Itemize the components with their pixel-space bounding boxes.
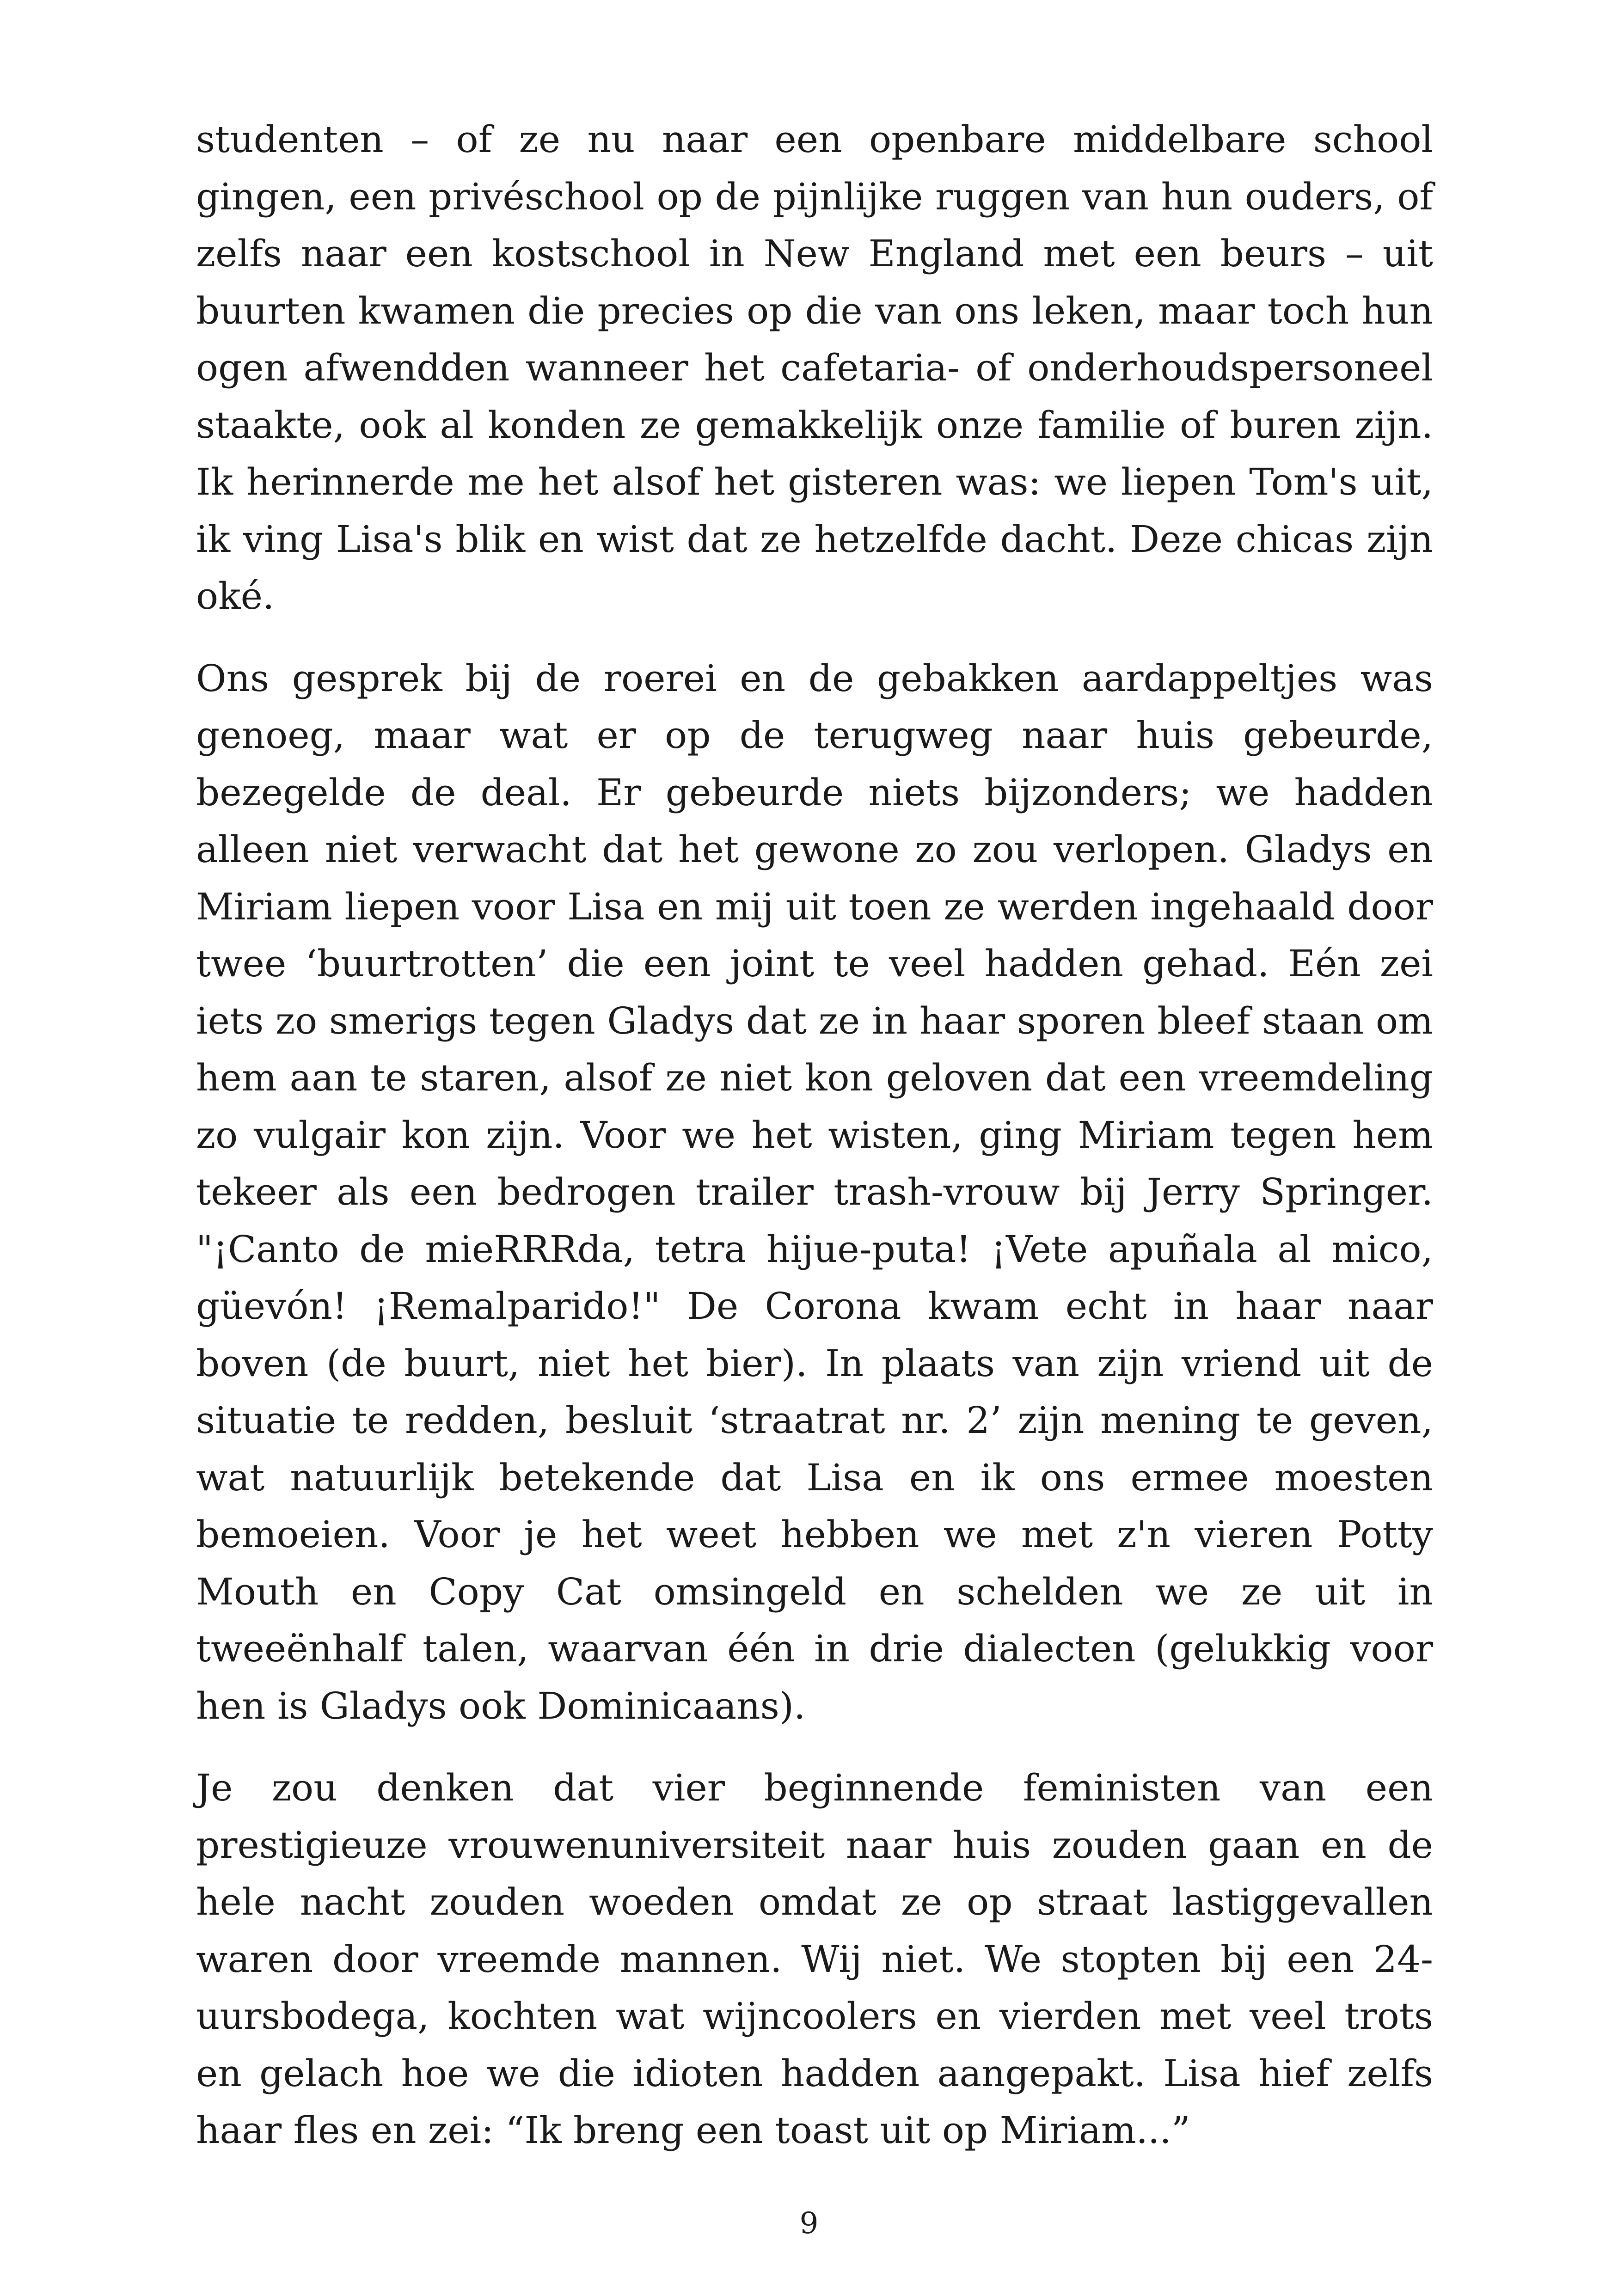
paragraph-1: studenten – of ze nu naar een openbare middelbare school gingen, een privéschool op de pijnlijke ruggen van hun ouders, of zelfs naar een kostschool in New England met een beurs – uit buurten kwamen die precies op die van ons leken, maar toch hun ogen afwendden wanneer het cafetaria- of onderhoudspersoneel staakte, ook al konden ze gemakkelijk onze familie of buren zijn. Ik herinnerde me het alsof het gisteren was: we liepen Tom's uit, ik ving Lisa's blik en wist dat ze hetzelfde dacht. Deze chicas zijn oké. bbox=[196, 118, 1433, 618]
body-text bbox=[196, 111, 1433, 2159]
page-number: 9 bbox=[799, 2206, 819, 2241]
paragraph-3: Je zou denken dat vier beginnende feministen van een prestigieuze vrouwenuniversiteit naar huis zouden gaan en de hele nacht zouden woeden omdat ze op straat lastiggevallen waren door vreemde mannen. Wij niet. We stopten bij een 24-uursbodega, kochten wat wijncoolers en vierden met veel trots en gelach hoe we die idioten hadden aangepakt. Lisa hief zelfs haar fles en zei: “Ik breng een toast uit op Miriam...” bbox=[196, 1766, 1433, 2152]
paragraph-2: Ons gesprek bij de roerei en de gebakken aardappeltjes was genoeg, maar wat er op de terugweg naar huis gebeurde, bezegelde de deal. Er gebeurde niets bijzonders; we hadden alleen niet verwacht dat het gewone zo zou verlopen. Gladys en Miriam liepen voor Lisa en mij uit toen ze werden ingehaald door twee ‘buurtrotten’ die een joint te veel hadden gehad. Eén zei iets zo smerigs tegen Gladys dat ze in haar sporen bleef staan om hem aan te staren, alsof ze niet kon geloven dat een vreemdeling zo vulgair kon zijn. Voor we het wisten, ging Miriam tegen hem tekeer als een bedrogen trailer trash-vrouw bij Jerry Springer. "¡Canto de mieRRRda, tetra hijue-puta! ¡Vete apuñala al mico, güevón! ¡Remalparido!" De Corona kwam echt in haar naar boven (de buurt, niet het bier). In plaats van zijn vriend uit de situatie te redden, besluit ‘straatrat nr. 2’ zijn mening te geven, wat natuurlijk betekende dat Lisa en ik ons ermee moesten bemoeien. Voor je het weet hebben we met z'n vieren Potty Mouth en Copy Cat omsingeld en schelden we ze uit in tweeënhalf talen, waarvan één in drie dialecten (gelukkig voor hen is Gladys ook Dominicaans). bbox=[196, 656, 1433, 1727]
